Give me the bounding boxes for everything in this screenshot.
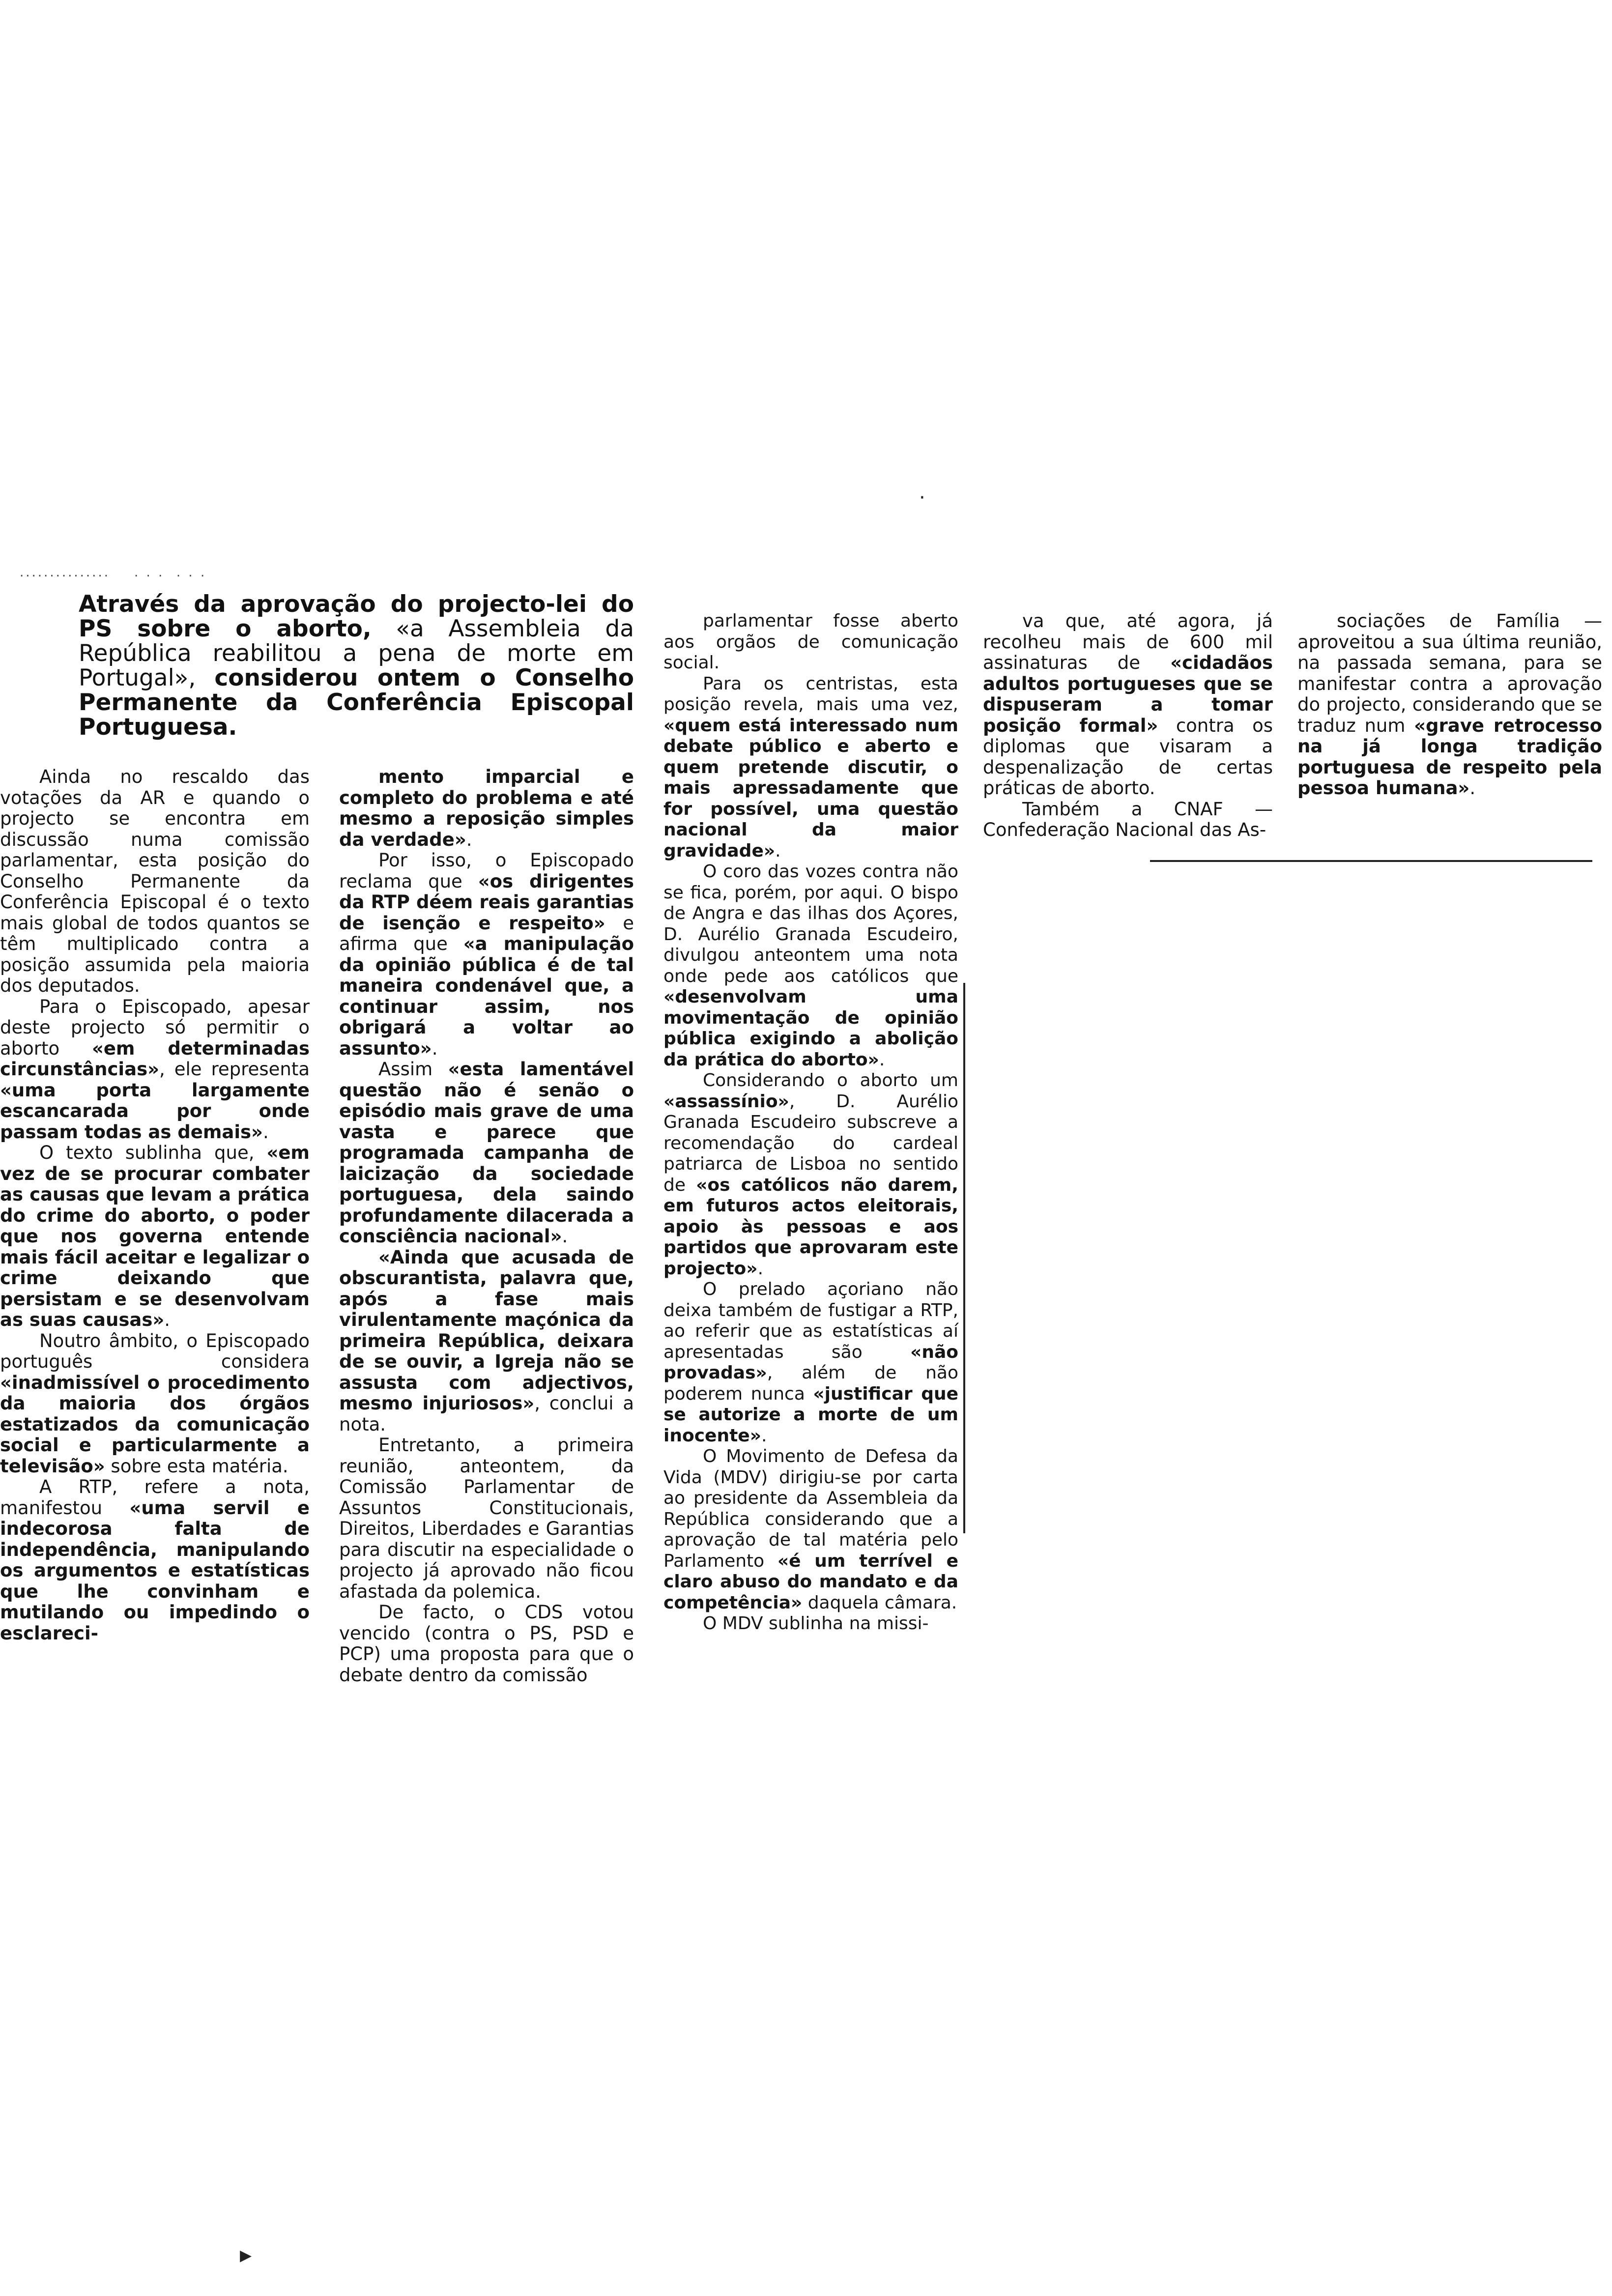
bold-quote: «esta lamentável questão não é senão o episódio mais grave de uma vasta e parece que programada campanha de laicização da sociedade portuguesa, dela saindo profundamente dilacerada a consciência nacional» (339, 1059, 634, 1247)
text-run: . (757, 1258, 764, 1279)
article-paragraph (0, 997, 310, 1143)
article-paragraph (0, 1143, 310, 1331)
bold-quote: «é um terrível e claro abuso do mandato e da competência» (663, 1550, 958, 1613)
bold-quote: «quem está interessado num debate público e aberto e quem pretende discutir, o mais apressadamente que for possível, uma questão nacional da maior gravidade» (663, 715, 958, 861)
text-run: Entretanto, a primeira reunião, anteontem, da Comissão Parlamentar de Assuntos Constitucionais, Direitos, Liberdades e Garantias para discutir na especialidade o projecto já aprovado não ficou afastada da polemica. (339, 1435, 634, 1602)
bold-quote: «os dirigentes da RTP déem reais garantias de isenção e respeito» (339, 870, 634, 934)
text-run: Por isso, o Episcopado reclama que (339, 850, 634, 892)
article-paragraph (0, 1331, 310, 1477)
article-column-1 (0, 767, 310, 1644)
text-run: O coro das vozes contra não se fica, porém, por aqui. O bispo de Angra e das ilhas dos Açores, D. Aurélio Granada Escudeiro, divulgou anteontem uma nota onde pede aos católicos que (663, 861, 958, 986)
article-paragraph (339, 1059, 634, 1247)
text-run: Assim (378, 1059, 448, 1080)
article-paragraph (663, 1279, 958, 1446)
article-paragraph (983, 799, 1273, 841)
article-paragraph (663, 861, 958, 1070)
text-run: parlamentar fosse aberto aos orgãos de comunicação social. (663, 611, 958, 673)
text-run: sociações de Família — aproveitou a sua última reunião, na passada semana, para se manifestar contra a aprovação do projecto, considerando que se traduz num (1297, 610, 1602, 736)
text-run: , ele representa (159, 1059, 310, 1080)
bold-quote: «grave retrocesso na já longa tradição portuguesa de respeito pela pessoa humana» (1297, 715, 1603, 799)
text-run: sobre esta matéria. (105, 1455, 288, 1477)
bold-quote: «inadmissível o procedimento da maioria dos órgãos estatizados da comunicação social e particularmente a televisão» (0, 1372, 310, 1477)
article-column-2 (339, 767, 634, 1686)
text-run: . (1469, 777, 1476, 799)
text-run: O prelado açoriano não deixa também de fustigar a RTP, ao referir que as estatísticas aí apresentadas são (663, 1279, 958, 1362)
article-paragraph (663, 611, 958, 674)
text-run: Para o Episcopado, apesar deste projecto só permitir o aborto (0, 996, 310, 1059)
article-paragraph (339, 1247, 634, 1435)
text-run: . (432, 1037, 438, 1059)
text-run: Considerando o aborto um (703, 1070, 958, 1091)
text-run: A RTP, refere a nota, manifestou (0, 1476, 310, 1519)
article-paragraph (0, 1477, 310, 1644)
text-run: va que, até agora, já recolheu mais de 600 mil assinaturas de (983, 610, 1273, 673)
article-paragraph (663, 674, 958, 862)
article-paragraph (663, 1070, 958, 1279)
bold-quote: «a manipulação da opinião pública é de tal maneira condenável que, a continuar assim, nos obrigará a voltar ao assunto» (339, 933, 634, 1059)
text-run: Ainda no rescaldo das votações da AR e quando o projecto se encontra em discussão numa comissão parlamentar, esta posição do Conselho Permanente da Conferência Episcopal é o texto mais global de todos quantos se têm multiplicado contra a posição assumida pela maioria dos deputados. (0, 766, 310, 996)
lead-bold-end: considerou ontem o Conselho Permanente da Conferência Episcopal Portuguesa. (79, 664, 634, 741)
article-end-rule (1150, 860, 1592, 862)
text-run: . (262, 1121, 269, 1143)
text-run: . (775, 840, 781, 861)
lead-bold-start: Através da aprovação do projecto-lei do PS sobre o aborto, (79, 591, 634, 642)
text-run: Também a CNAF — Confederação Nacional das As- (983, 798, 1273, 840)
text-run: daquela câmara. (802, 1592, 957, 1613)
bold-quote: «desenvolvam uma movimentação de opinião pública exigindo a abolição da prática do aborto» (663, 987, 958, 1070)
bold-quote: «assassínio» (663, 1091, 789, 1112)
bold-quote: «não provadas» (663, 1342, 958, 1383)
text-run: , conclui a nota. (339, 1393, 634, 1435)
text-run: . (164, 1309, 171, 1330)
bold-quote: «uma servil e indecorosa falta de independência, manipulando os argumentos e estatísticas que lhe convinham e mutilando ou impedindo o esclareci- (0, 1497, 310, 1644)
text-run: De facto, o CDS votou vencido (contra o PS, PSD e PCP) uma proposta para que o debate dentro da comissão (339, 1602, 634, 1686)
text-run: O MDV sublinha na missi- (703, 1613, 929, 1634)
text-run: , além de não poderem nunca (663, 1363, 958, 1404)
top-left-dots: ............... . . . . . . (20, 565, 207, 580)
speck-mark: · (919, 487, 925, 509)
article-column-5 (1297, 611, 1602, 799)
article-paragraph (663, 1446, 958, 1613)
article-paragraph (339, 850, 634, 1059)
text-run: . (879, 1049, 885, 1070)
bold-quote: «justificar que se autorize a morte de um inocente» (663, 1383, 959, 1446)
text-run: contra os diplomas que visaram a despenalização de certas práticas de aborto. (983, 715, 1273, 799)
article-paragraph (339, 767, 634, 850)
column-divider (963, 983, 965, 1533)
text-run: . (466, 829, 472, 850)
text-run: Noutro âmbito, o Episcopado português considera (0, 1330, 310, 1372)
speck-mark: ▸ (240, 2241, 252, 2268)
article-paragraph (1297, 611, 1602, 799)
article-column-4 (983, 611, 1273, 841)
bold-quote: «Ainda que acusada de obscurantista, palavra que, após a fase mais virulentamente maçónica da primeira República, deixara de se ouvir, a Igreja não se assusta com adjectivos, mesmo injuriosos» (339, 1246, 634, 1414)
article-paragraph (983, 611, 1273, 799)
lead-paragraph (79, 592, 634, 740)
bold-quote: mento imparcial e completo do problema e até mesmo a reposição simples da verdade» (339, 766, 634, 850)
text-run: Para os centristas, esta posição revela, mais uma vez, (663, 673, 958, 715)
bold-quote: «uma porta largamente escancarada por onde passam todas as demais» (0, 1079, 310, 1143)
bold-quote: «em determinadas circunstâncias» (0, 1037, 310, 1080)
text-run: , D. Aurélio Granada Escudeiro subscreve a recomendação do cardeal patriarca de Lisboa no sentido de (663, 1091, 958, 1195)
bold-quote: «em vez de se procurar combater as causas que levam a prática do crime do aborto, o poder que nos governa entende mais fácil aceitar e legalizar o crime deixando que persistam e se desenvolvam as suas causas» (0, 1142, 310, 1330)
bold-quote: «cidadãos adultos portugueses que se dispuseram a tomar posição formal» (983, 652, 1273, 736)
article-paragraph (0, 767, 310, 997)
article-column-3 (663, 611, 958, 1635)
lead-quote: «a Assembleia da República reabilitou a pena de morte em Portugal», (79, 615, 634, 691)
text-run: O Movimento de Defesa da Vida (MDV) dirigiu-se por carta ao presidente da Assembleia da República considerando que a aprovação de tal matéria pelo Parlamento (663, 1446, 958, 1571)
article-paragraph (663, 1613, 958, 1635)
article-paragraph (339, 1435, 634, 1602)
text-run: O texto sublinha que, (39, 1142, 267, 1163)
text-run: . (562, 1226, 568, 1247)
bold-quote: «os católicos não darem, em futuros actos eleitorais, apoio às pessoas e aos partidos que aprovaram este projecto» (663, 1175, 958, 1279)
text-run: e afirma que (339, 912, 634, 954)
text-run: . (761, 1425, 767, 1446)
article-paragraph (339, 1602, 634, 1686)
